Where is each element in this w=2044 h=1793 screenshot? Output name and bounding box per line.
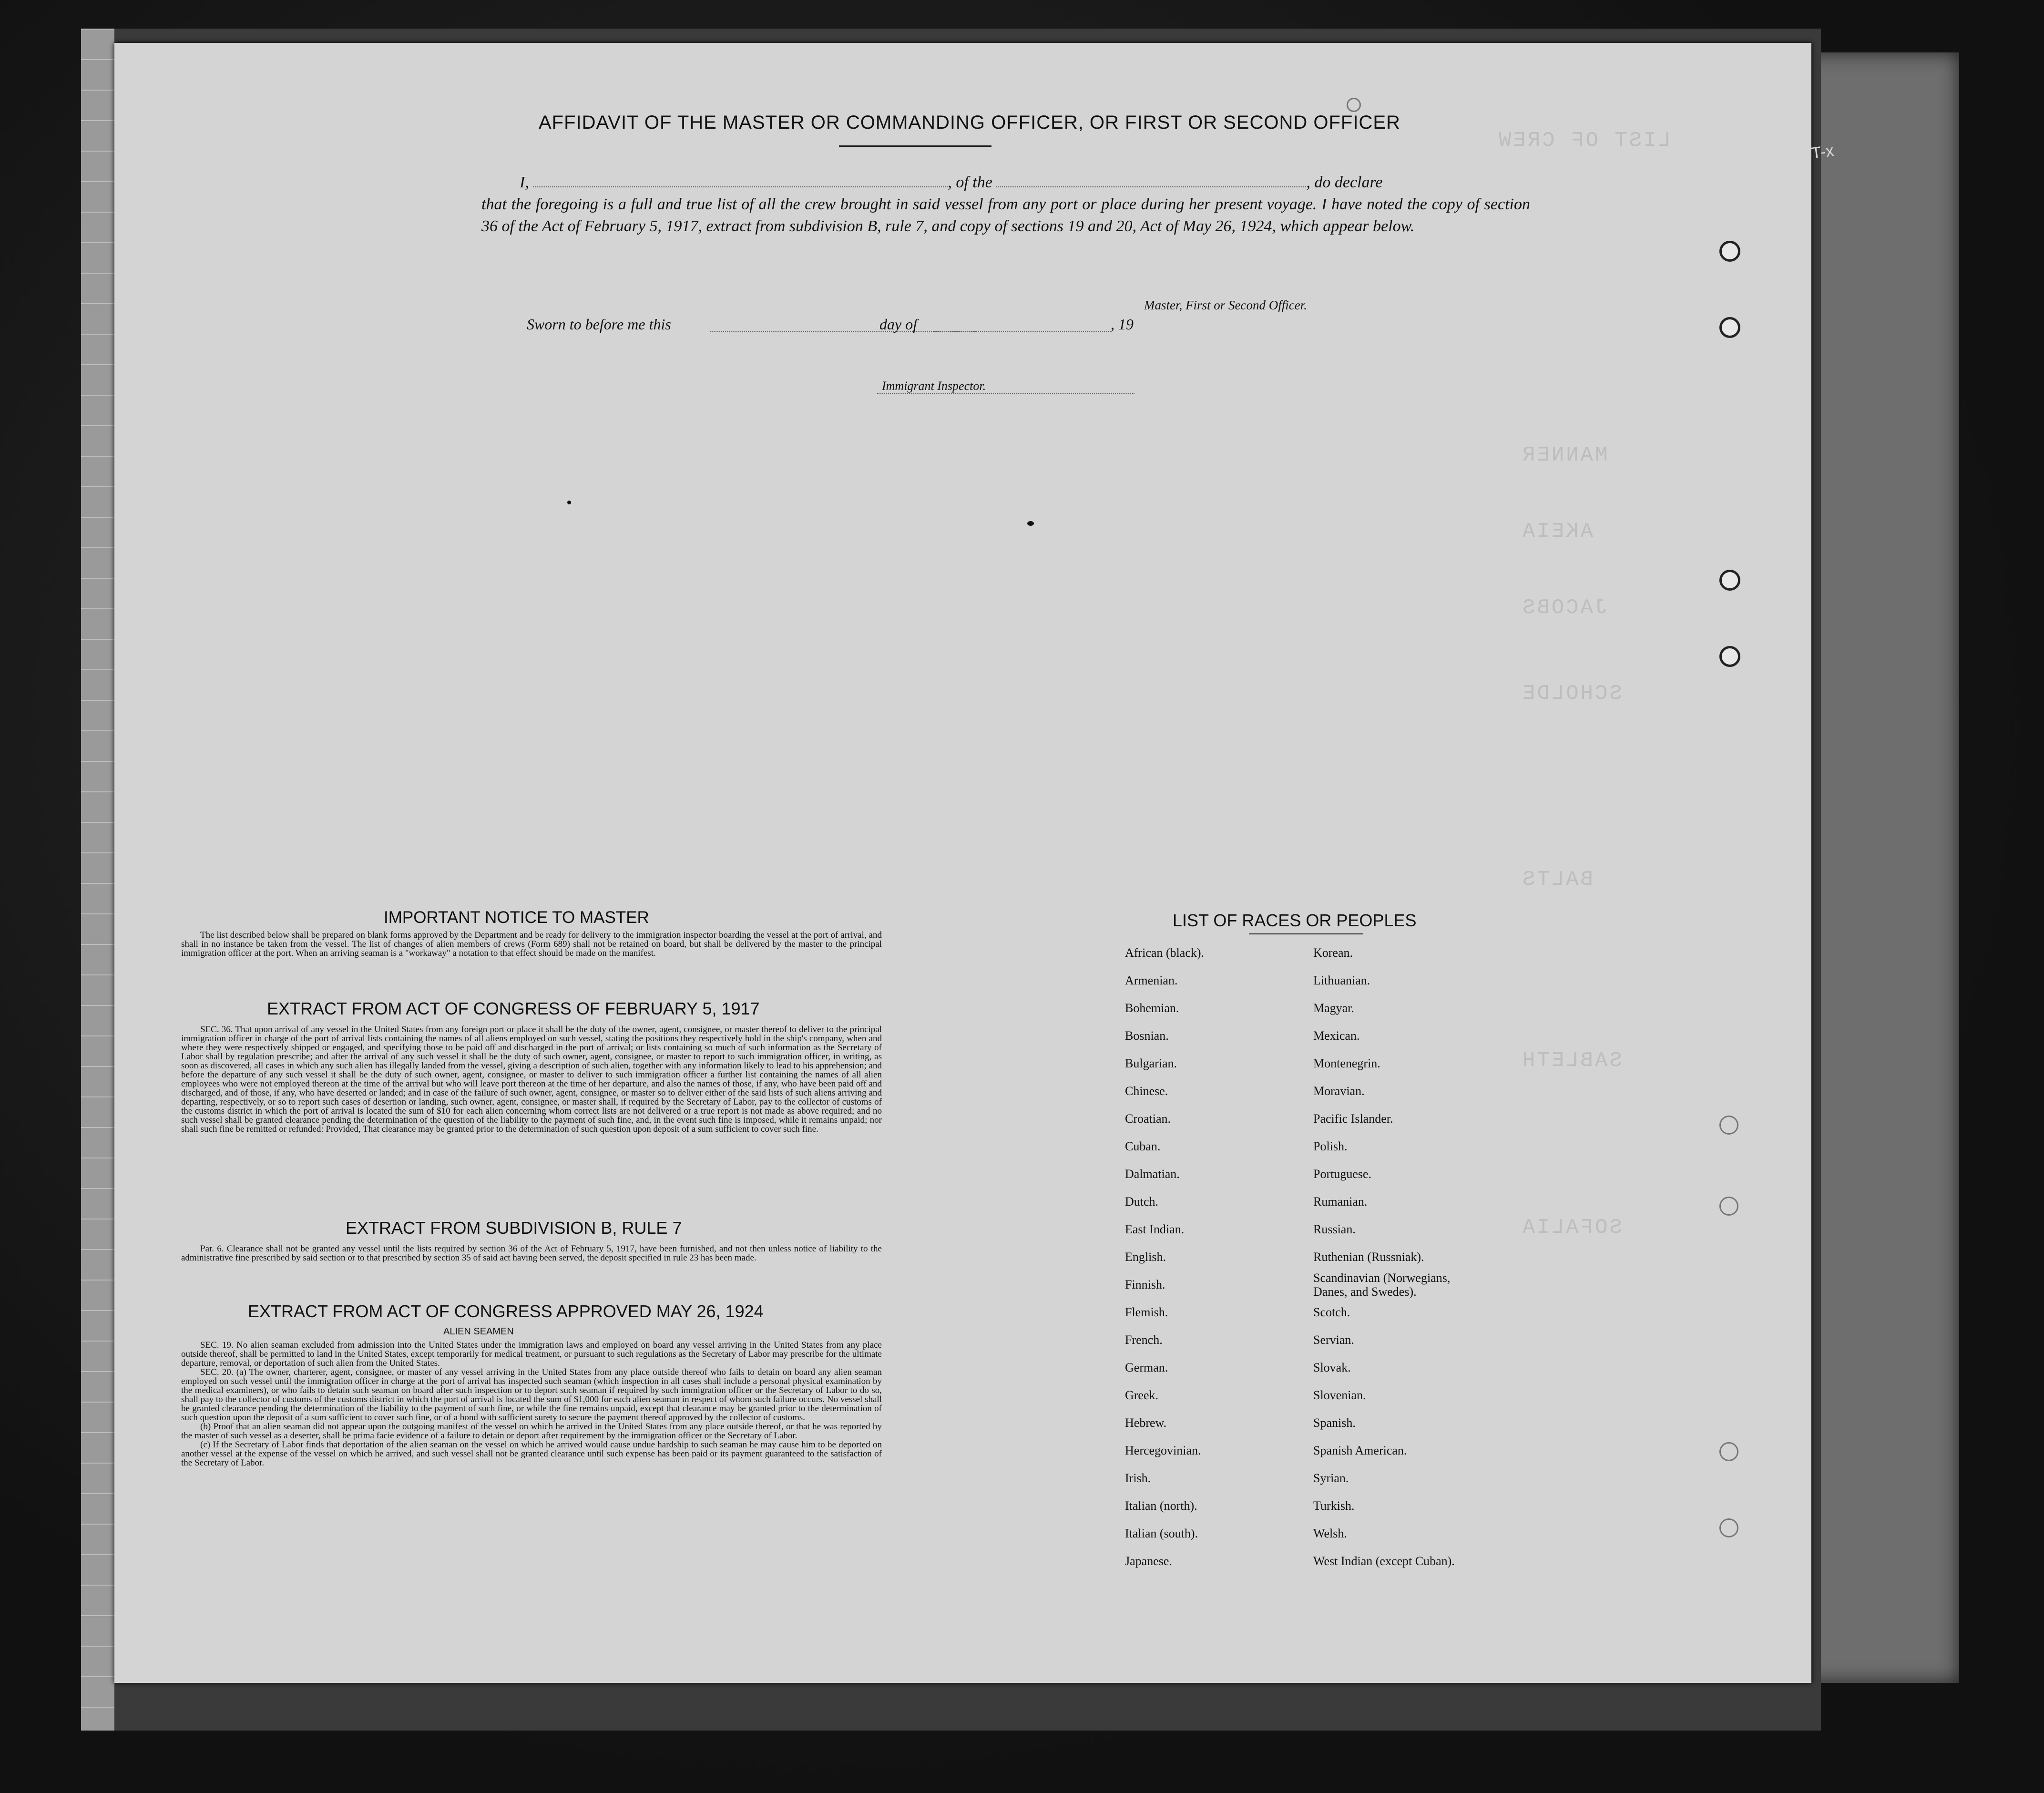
binding-strip [81, 29, 114, 1731]
race-item: English. [1125, 1250, 1166, 1264]
race-item: Ruthenian (Russniak). [1313, 1250, 1424, 1264]
bleed-through-text: MANNER [1521, 443, 1608, 467]
race-item: Chinese. [1125, 1084, 1168, 1098]
year-label: , 19 [1111, 316, 1134, 333]
race-item: Dutch. [1125, 1195, 1159, 1209]
declaration-text: that the foregoing is a full and true list of all the crew brought in said vessel from any port or place during her present voyage. I have noted the copy of section 36 of the Act of February 5, 1917, extract from subdivision B, rule 7, and copy of sections 19 and 20, Act of May 26, 1924, which appear below. [481, 195, 1530, 235]
inspector-label: Immigrant Inspector. [882, 379, 986, 393]
affidavit-text [481, 172, 1530, 237]
race-item: Croatian. [1125, 1112, 1171, 1126]
race-item: Welsh. [1313, 1527, 1347, 1540]
race-item: French. [1125, 1333, 1163, 1347]
binder-hole [1719, 570, 1740, 591]
race-item: Japanese. [1125, 1554, 1172, 1568]
i-label: I, [520, 174, 529, 191]
bleed-through-text: JACOBS [1521, 596, 1608, 620]
sec20a-text: SEC. 20. (a) The owner, charterer, agent, consignee, or master of any vessel arriving in the United States from any place outside thereof who fails to detain on board any alien seaman employed on such vessel until the immigration officer in charge at the port of arrival has inspected such seaman (which inspection in all cases shall include a personal physical examination by the medical examiners), or who fails to detain such seaman on board after such inspection or to deport such seaman if required by such immigration officer or the Secretary of Labor to do so, shall pay to the collector of customs of the customs district in which the port of arrival is located the sum of $1,000 for each alien seaman in respect of whom such failure occurs. No vessel shall be granted clearance pending the determination of the liability to the payment of such fine, or while the fine remains unpaid, except that clearance may be granted prior to the determination of such question upon the deposit of a sum sufficient to cover such fine, or of a bond with sufficient surety to secure the payment thereof approved by the collector of customs. [181, 1367, 882, 1423]
master-label: Master, First or Second Officer. [1144, 298, 1307, 312]
race-item: Pacific Islander. [1313, 1112, 1393, 1126]
alien-seamen-subtitle: ALIEN SEAMEN [443, 1326, 514, 1337]
binder-hole [1719, 1442, 1738, 1461]
ink-speck [567, 501, 571, 504]
race-item: Bosnian. [1125, 1029, 1169, 1043]
extract-rule7-text: Par. 6. Clearance shall not be granted any vessel until the lists required by section 36 of the Act of February 5, 1917, have been furnished, and not then unless notice of liability to the administrative fine prescribed by said section or to that prescribed by section 35 of said act having been served, the deposit specified in rule 23 has been made. [181, 1244, 882, 1263]
sworn-month-field[interactable] [934, 317, 1111, 332]
title-rule [839, 145, 991, 147]
race-item: Hercegovinian. [1125, 1444, 1201, 1457]
binder-hole [1719, 241, 1740, 262]
race-item: Scotch. [1313, 1305, 1350, 1319]
race-item: Bohemian. [1125, 1001, 1179, 1015]
race-item: Slovak. [1313, 1361, 1351, 1374]
bleed-through-text: LIST OF CREW [1497, 129, 1671, 153]
sec19-text: SEC. 19. No alien seaman excluded from admission into the United States under the immigration laws and employed on board any vessel arriving in the United States from any place outside thereof, shall be permitted to land in the United States, except temporarily for medical treatment, or pursuant to such regulations as the Secretary of Labor may prescribe for the ultimate departure, removal, or deportation of such alien from the United States. [181, 1340, 882, 1368]
bleed-through-text: SOFALIA [1521, 1216, 1622, 1240]
binder-hole [1719, 317, 1740, 338]
pencil-annotation: T-x [1810, 141, 1835, 163]
day-of-label: day of [879, 316, 918, 333]
race-item: Russian. [1313, 1222, 1356, 1236]
punch-mark [1347, 98, 1361, 112]
races-column-2 [1313, 939, 1485, 1575]
race-item: Italian (south). [1125, 1527, 1198, 1540]
sec20c-text: (c) If the Secretary of Labor finds that deportation of the alien seaman on the vessel on which he arrived would cause undue hardship to such seaman he may cause him to be deported on another vessel at the expense of the vessel on which he arrived, and such vessel shall not be granted clearance until such expense has been paid or its payment guaranteed to the satisfaction of the Secretary of Labor. [181, 1440, 882, 1468]
race-item: Flemish. [1125, 1305, 1168, 1319]
sworn-label: Sworn to before me this [527, 316, 671, 333]
races-title-rule [1249, 933, 1363, 934]
bleed-through-text: AKEIA [1521, 520, 1594, 543]
race-item: Armenian. [1125, 973, 1178, 987]
binder-hole [1719, 1518, 1738, 1537]
races-column-1 [1125, 939, 1306, 1575]
races-title: LIST OF RACES OR PEOPLES [1173, 911, 1417, 930]
extract-rule7-title: EXTRACT FROM SUBDIVISION B, RULE 7 [346, 1218, 682, 1238]
race-item: Polish. [1313, 1139, 1348, 1153]
race-item: Moravian. [1313, 1084, 1365, 1098]
race-item: Hebrew. [1125, 1416, 1167, 1430]
ink-speck [1027, 521, 1034, 526]
binder-hole [1719, 1116, 1738, 1135]
affidavit-title: AFFIDAVIT OF THE MASTER OR COMMANDING OFFICER, OR FIRST OR SECOND OFFICER [539, 112, 1400, 133]
race-item: Italian (north). [1125, 1499, 1197, 1513]
officer-name-field[interactable] [533, 172, 948, 187]
extract-1917-title: EXTRACT FROM ACT OF CONGRESS OF FEBRUARY 5, 1917 [267, 999, 760, 1018]
sec20b-text: (b) Proof that an alien seaman did not appear upon the outgoing manifest of the vessel on which he arrived in the United States from any place outside thereof, or that he was reported by the master of such vessel as a deserter, shall be prima facie evidence of a failure to detain or deport after requirement by the immigration officer or the Secretary of Labor. [181, 1422, 882, 1441]
race-item: Slovenian. [1313, 1388, 1366, 1402]
race-item: Lithuanian. [1313, 973, 1370, 987]
race-item: Cuban. [1125, 1139, 1161, 1153]
of-the-label: , of the [948, 174, 992, 191]
race-item: Bulgarian. [1125, 1056, 1177, 1070]
vessel-name-field[interactable] [996, 172, 1306, 187]
race-item: Mexican. [1313, 1029, 1360, 1043]
race-item: Finnish. [1125, 1278, 1165, 1291]
bleed-through-text: SCHOLDE [1521, 682, 1622, 706]
extract-1924-title: EXTRACT FROM ACT OF CONGRESS APPROVED MAY 26, 1924 [248, 1301, 764, 1321]
notice-title: IMPORTANT NOTICE TO MASTER [384, 908, 649, 927]
race-item: German. [1125, 1361, 1168, 1374]
race-item: Spanish American. [1313, 1444, 1407, 1457]
notice-text: The list described below shall be prepared on blank forms approved by the Department and be ready for delivery to the immigration inspector boarding the vessel at the port of arrival, and shall in no instance be taken from the vessel. The list of changes of alien members of crews (Form 689) shall not be retained on board, but shall be delivered by the master to the principal immigration officer at the port. When an arriving seaman is a "workaway" a notation to that effect should be made on the manifest. [181, 930, 882, 958]
race-item: East Indian. [1125, 1222, 1185, 1236]
binder-hole [1719, 1197, 1738, 1216]
race-item: Irish. [1125, 1471, 1151, 1485]
race-item: Portuguese. [1313, 1167, 1372, 1181]
bleed-through-text: BALTS [1521, 868, 1594, 891]
race-item: Turkish. [1313, 1499, 1355, 1513]
race-item: Scandinavian (Norwegians, Danes, and Swedes). [1313, 1271, 1451, 1299]
extract-1924-text [181, 1341, 882, 1467]
race-item: Korean. [1313, 946, 1353, 960]
extract-1917-text: SEC. 36. That upon arrival of any vessel in the United States from any foreign port or place it shall be the duty of the owner, agent, consignee, or master thereof to deliver to the principal immigration officer in charge of the port of arrival lists containing the names of all aliens employed on such vessel, stating the positions they respectively hold in the ship's company, when and where they were respectively shipped or engaged, and specifying those to be paid off and discharged in the port of arrival; or lists containing so much of such information as the Secretary of Labor shall by regulation prescribe; and after the arrival of any such vessel it shall be the duty of such owner, agent, consignee, or master to report to such immigration officer, in writing, as soon as discovered, all cases in which any such alien has illegally landed from the vessel, giving a description of such alien, together with any information likely to lead to his apprehension; and before the departure of any such vessel it shall be the duty of such owner, agent, consignee, or master to deliver to such immigration officer a further list containing the names of all alien employees who were not employed thereon at the time of the arrival but who will leave port thereon at the time of her departure, and also the names of those, if any, who have been paid off and discharged, and of those, if any, who have deserted or landed; and in case of the failure of such owner, agent, consignee, or master so to deliver either of the said lists of such aliens arriving and departing, respectively, or so to report such cases of desertion or landing, such owner, agent, consignee, or master shall, if required by the Secretary of Labor, pay to the collector of customs of the customs district in which the port of arrival is located the sum of $10 for each alien concerning whom correct lists are not delivered or a true report is not made as above required; and no such vessel shall be granted clearance pending the determination of the question of the liability to the payment of such fine, and, in the event such fine is imposed, while it remains unpaid; nor shall such fine be remitted or refunded: Provided, That clearance may be granted prior to the determination of such question upon deposit of a sum sufficient to cover such fine. [181, 1025, 882, 1134]
race-item: Syrian. [1313, 1471, 1349, 1485]
race-item: West Indian (except Cuban). [1313, 1554, 1455, 1568]
race-item: Montenegrin. [1313, 1056, 1380, 1070]
race-item: Magyar. [1313, 1001, 1354, 1015]
race-item: African (black). [1125, 946, 1205, 960]
race-item: Greek. [1125, 1388, 1159, 1402]
race-item: Servian. [1313, 1333, 1354, 1347]
race-item: Dalmatian. [1125, 1167, 1180, 1181]
bleed-through-text: SABLETH [1521, 1049, 1622, 1073]
document-page [114, 43, 1811, 1683]
binder-hole [1719, 646, 1740, 667]
race-item: Spanish. [1313, 1416, 1356, 1430]
do-declare-label: , do declare [1306, 174, 1383, 191]
race-item: Rumanian. [1313, 1195, 1368, 1209]
